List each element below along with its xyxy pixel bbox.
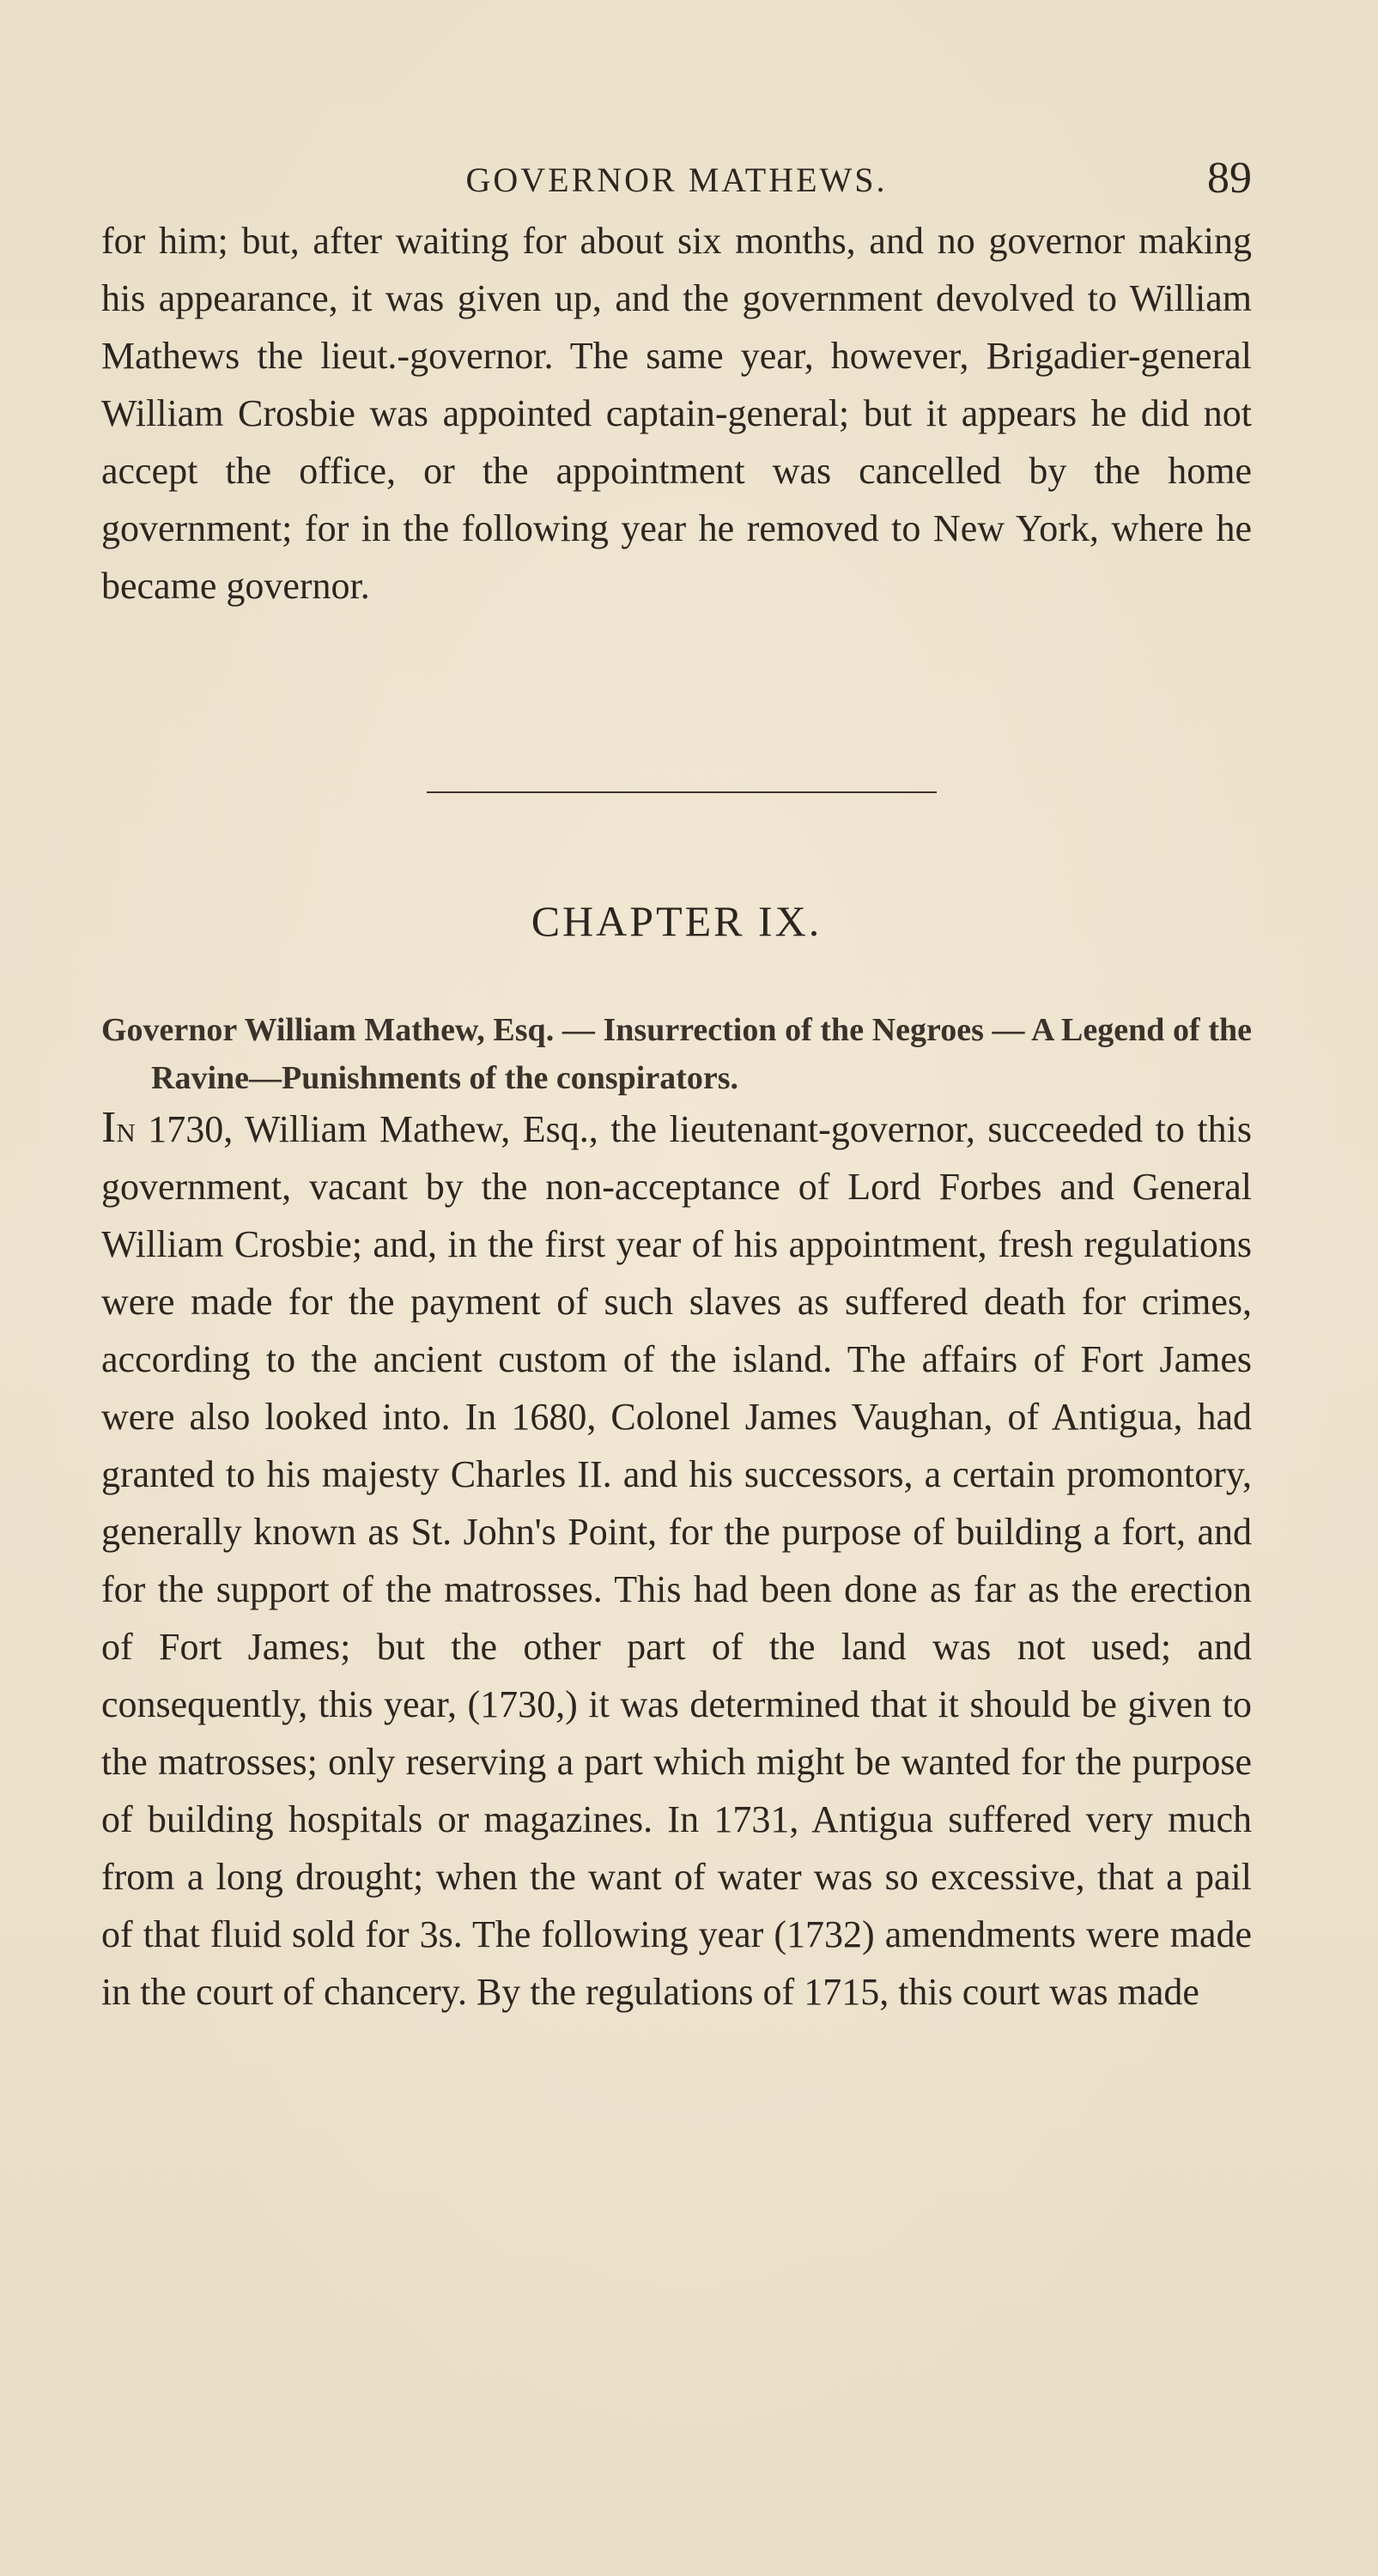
chapter-opening-paragraph [101,1099,1252,2021]
running-title: GOVERNOR MATHEWS. [465,161,888,199]
paragraph-body: 1730, William Mathew, Esq., the lieutenant-governor, succeeded to this government, vacant by the non-acceptance of Lord Forbes and General William Crosbie; and, in the first year of his appointment, fresh regulations were made for the payment of such slaves as suffered death for crimes, according to the ancient custom of the island. The affairs of Fort James were also looked into. In 1680, Colonel James Vaughan, of Antigua, had granted to his majesty Charles II. and his successors, a certain promontory, generally known as St. John's Point, for the purpose of building a fort, and for the support of the matrosses. This had been done as far as the erection of Fort James; but the other part of the land was not used; and consequently, this year, (1730,) it was determined that it should be given to the matrosses; only reserving a part which might be wanted for the purpose of building hospitals or magazines. In 1731, Antigua suffered very much from a long drought; when the want of water was so excessive, that a pail of that fluid sold for 3s. The following year (1732) amendments were made in the court of chancery. By the regulations of 1715, this court was made [101,1108,1252,2013]
running-head [101,153,1252,204]
initial-letter: I [101,1103,117,1152]
section-divider [427,791,937,793]
chapter-synopsis: Governor William Mathew, Esq. — Insurrection of the Negroes — A Legend of the Ravine—Punishments of the conspirators. [101,1012,1252,1096]
initial-rest: n [116,1108,136,1150]
paragraph-continued: for him; but, after waiting for about six months, and no governor making his appearance, it was given up, and the government devolved to William Mathews the lieut.-governor. The same year, however, Brigadier-general William Crosbie was appointed captain-general; but it appears he did not accept the office, or the appointment was cancelled by the home government; for in the following year he removed to New York, where he became governor. [101,220,1252,607]
chapter-title: CHAPTER IX. [531,897,823,945]
page-number: 89 [1207,154,1252,203]
